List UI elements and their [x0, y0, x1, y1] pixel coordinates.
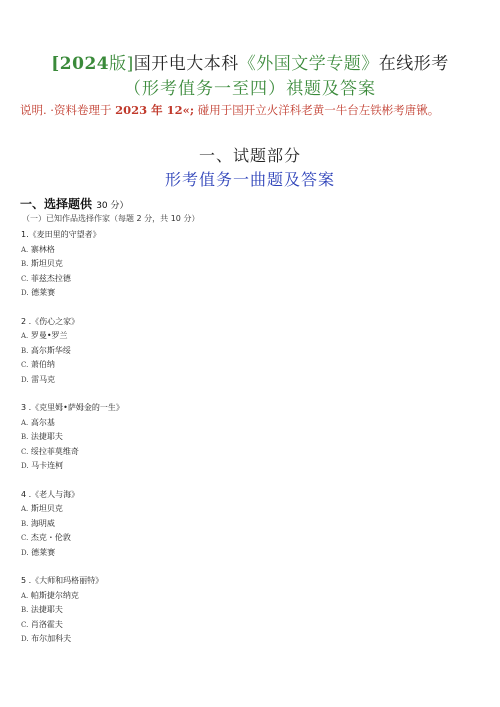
- option-text: 德莱赛: [31, 547, 56, 557]
- question-item: [21, 574, 481, 647]
- option-letter: A.: [21, 418, 29, 427]
- question-option: [21, 618, 481, 633]
- option-letter: C.: [21, 534, 29, 542]
- question-option: [21, 459, 481, 474]
- question-option: [21, 445, 481, 460]
- document-subtitle: （形考值务一至四）祺题及答案: [124, 79, 376, 99]
- title-main-b: 在线形考: [378, 54, 449, 74]
- question-stem: 1.《麦田里的守望者》: [21, 230, 101, 239]
- question-item: [21, 315, 481, 388]
- note-suffix: 碰用于国开立火洋科老黄一牛台左铁彬考唐锹。: [197, 103, 440, 117]
- option-text: 法捷耶夫: [30, 432, 63, 441]
- section-subheading: 形考值务一曲题及答案: [164, 170, 335, 189]
- question-item: [21, 401, 481, 474]
- question-group-heading: [20, 195, 129, 212]
- question-option: [21, 373, 481, 388]
- option-letter: D.: [21, 289, 29, 297]
- question-option: [21, 243, 481, 258]
- option-text: 菲兹杰拉德: [30, 273, 71, 283]
- question-option: [21, 329, 481, 344]
- option-letter: B.: [21, 260, 29, 268]
- option-letter: C.: [21, 620, 29, 629]
- option-letter: B.: [21, 519, 29, 528]
- option-letter: A.: [21, 591, 29, 600]
- option-letter: B.: [21, 606, 29, 614]
- option-letter: C.: [21, 274, 29, 283]
- question-option: [21, 531, 481, 546]
- title-main-a: 国开电大本科: [133, 54, 239, 74]
- question-option: [21, 546, 481, 561]
- option-text: 寨林格: [30, 244, 55, 254]
- question-option: [21, 632, 481, 647]
- option-text: 萧伯纳: [30, 360, 55, 369]
- option-letter: A.: [21, 332, 29, 340]
- option-text: 高尔斯华绥: [30, 345, 71, 355]
- question-option: [21, 589, 481, 604]
- question-stem: 4 .《老人与海》: [21, 489, 80, 499]
- note-prefix: 说明. ·资料卷理于: [20, 103, 112, 117]
- question-stem: 5 .《大师和玛格丽特》: [21, 576, 104, 585]
- option-letter: B.: [21, 346, 29, 355]
- option-text: 罗曼•罗兰: [30, 331, 68, 340]
- option-text: 绥拉菲莫维奇: [30, 446, 79, 456]
- question-group-subheading: （一）已知作品选择作家（每题 2 分，共 10 分）: [22, 214, 200, 223]
- option-text: 斯坦贝克: [30, 504, 63, 513]
- question-option: [21, 344, 481, 359]
- question-group-title: 一、选择题供: [20, 197, 93, 211]
- option-text: 布尔加科夫: [31, 634, 72, 643]
- option-letter: D.: [21, 635, 29, 643]
- option-text: 高尔基: [30, 417, 55, 427]
- question-item: [21, 228, 481, 301]
- note-date: 2023 年 12«;: [115, 103, 195, 117]
- explanation-note: [20, 101, 490, 120]
- option-text: 斯坦贝克: [30, 259, 63, 268]
- question-list: [21, 228, 481, 661]
- question-option: [21, 603, 481, 618]
- option-letter: A.: [21, 505, 29, 513]
- option-letter: C.: [21, 447, 29, 456]
- option-letter: D.: [21, 548, 29, 557]
- question-option: [21, 416, 481, 431]
- question-option: [21, 430, 481, 445]
- option-letter: D.: [21, 462, 29, 470]
- question-option: [21, 517, 481, 532]
- title-course: 《外国文学专题》: [238, 54, 379, 74]
- option-text: 雷马克: [31, 374, 56, 384]
- question-option: [21, 257, 481, 272]
- question-option: [21, 502, 481, 517]
- option-text: 海明威: [30, 518, 55, 528]
- question-item: [21, 488, 481, 561]
- question-option: [21, 286, 481, 301]
- document-title: [0, 49, 500, 74]
- option-text: 杰克・伦敦: [30, 533, 71, 542]
- title-year: [2024: [51, 54, 110, 74]
- option-letter: C.: [21, 361, 29, 369]
- question-option: [21, 358, 481, 373]
- option-text: 帕斯捷尔纳克: [30, 590, 79, 600]
- option-text: 马卡连柯: [31, 461, 64, 470]
- title-ban: 版]: [109, 54, 134, 74]
- option-text: 肖洛霍夫: [30, 619, 63, 629]
- option-letter: A.: [21, 245, 29, 254]
- question-group-score: 30 分）: [96, 201, 129, 211]
- option-letter: B.: [21, 433, 29, 441]
- section-heading: 一、试题部分: [198, 146, 301, 165]
- question-option: [21, 272, 481, 287]
- option-text: 德莱赛: [31, 288, 56, 297]
- option-text: 法捷耶夫: [30, 605, 63, 614]
- question-stem: 2 .《伤心之家》: [21, 316, 80, 326]
- option-letter: D.: [21, 375, 29, 384]
- question-stem: 3 .《克里姆•萨姆金的一生》: [21, 403, 124, 412]
